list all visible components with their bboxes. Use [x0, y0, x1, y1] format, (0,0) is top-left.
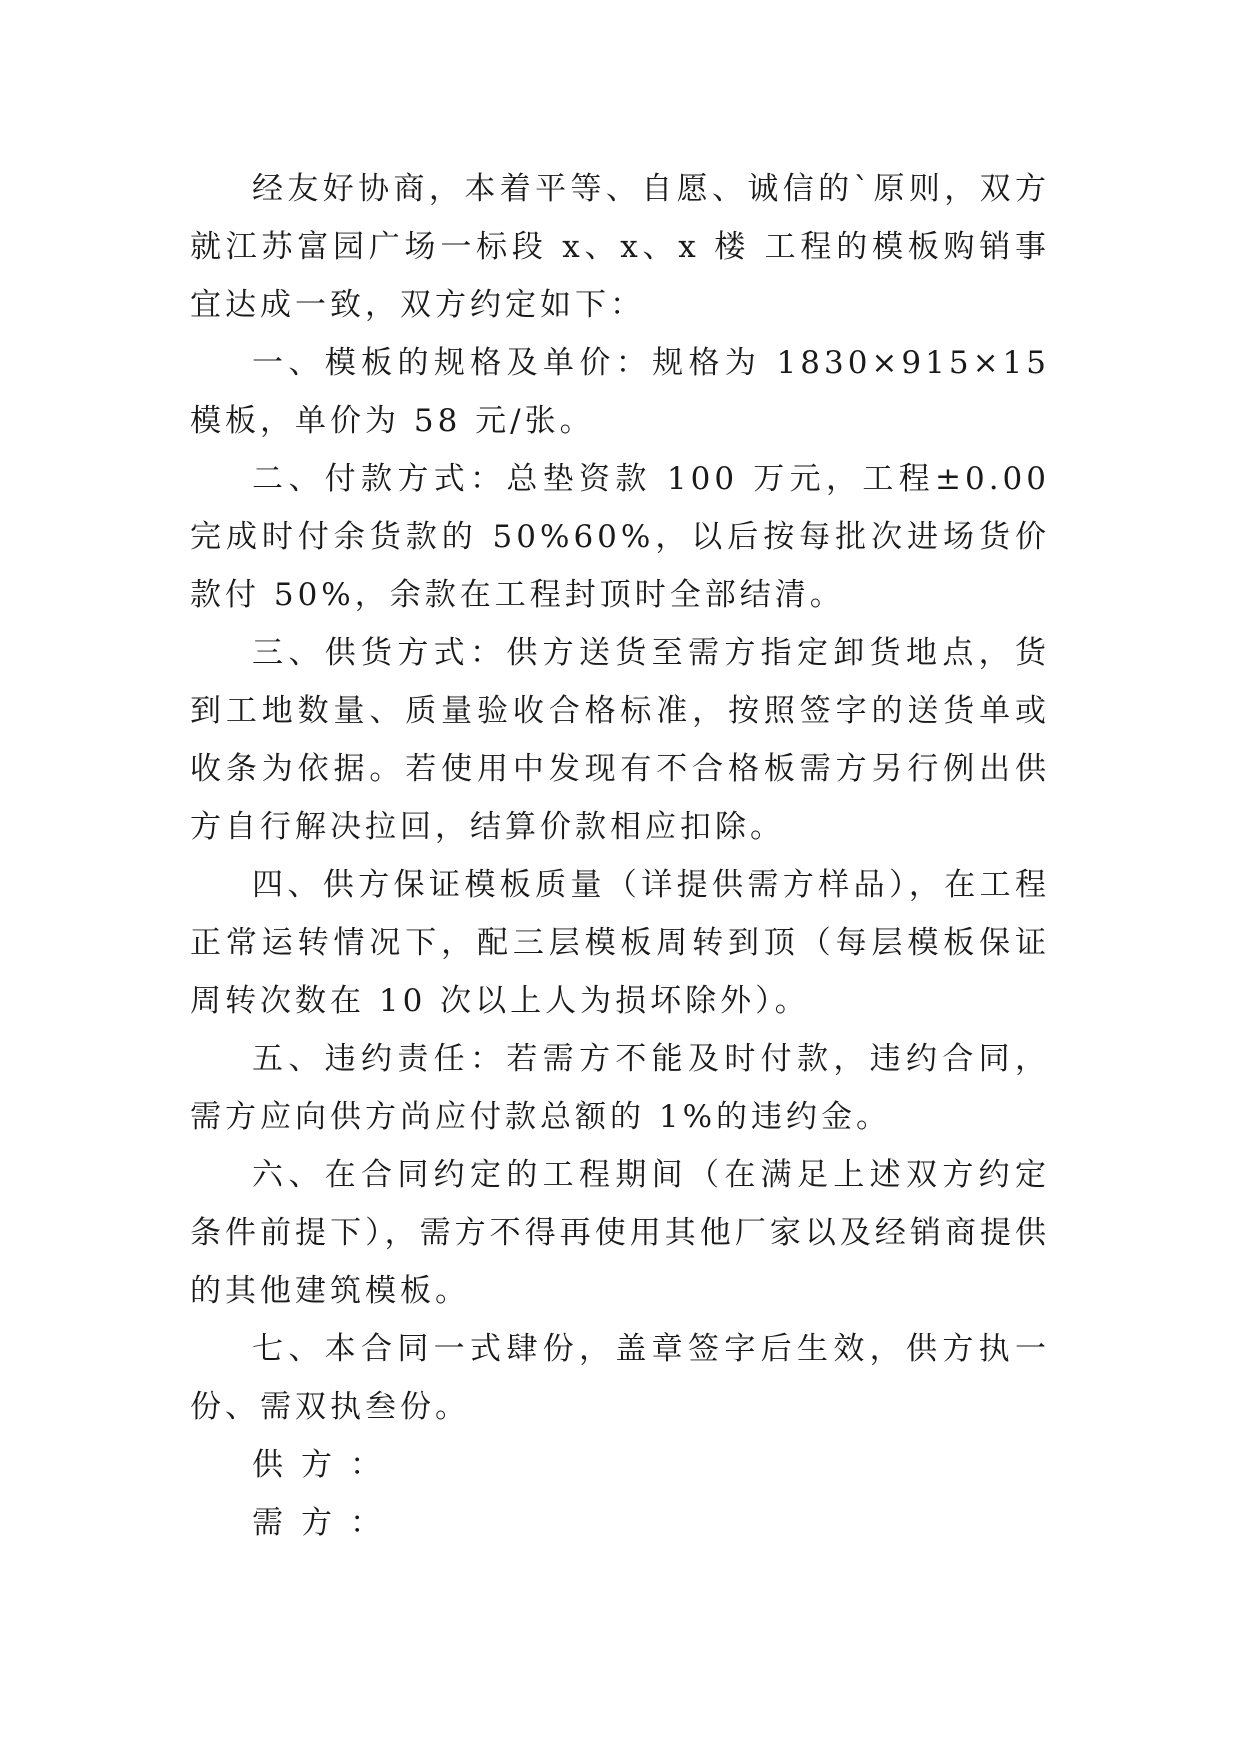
buyer-signature-line — [190, 1494, 1050, 1552]
contract-body — [190, 160, 1050, 1552]
intro-paragraph: 经友好协商，本着平等、自愿、诚信的`原则，双方就江苏富园广场一标段 x、x、x 楼 工程的模板购销事宜达成一致，双方约定如下： — [190, 171, 1050, 323]
clause-1-specification-price: 一、模板的规格及单价：规格为 1830×915×15 模板，单价为 58 元/张。 — [190, 345, 1050, 439]
clause-6-exclusivity: 六、在合同约定的工程期间（在满足上述双方约定条件前提下），需方不得再使用其他厂家以及经销商提供的其他建筑模板。 — [190, 1157, 1050, 1309]
supplier-signature-line — [190, 1436, 1050, 1494]
clause-7-copies-effectiveness: 七、本合同一式肆份，盖章签字后生效，供方执一份、需双执叁份。 — [190, 1331, 1050, 1425]
clause-5-breach-liability: 五、违约责任：若需方不能及时付款，违约合同，需方应向供方尚应付款总额的 1%的违约金。 — [190, 1041, 1050, 1135]
clause-4-quality-guarantee: 四、供方保证模板质量（详提供需方样品），在工程正常运转情况下，配三层模板周转到顶（每层模板保证周转次数在 10 次以上人为损坏除外）。 — [190, 867, 1050, 1019]
buyer-label: 需方： — [252, 1505, 399, 1541]
clause-2-payment-method: 二、付款方式：总垫资款 100 万元，工程±0.00 完成时付余货款的 50%60%，以后按每批次进场货价款付 50%，余款在工程封顶时全部结清。 — [190, 461, 1050, 613]
supplier-label: 供方： — [252, 1447, 399, 1483]
clause-3-delivery-method: 三、供货方式：供方送货至需方指定卸货地点，货到工地数量、质量验收合格标准，按照签字的送货单或收条为依据。若使用中发现有不合格板需方另行例出供方自行解决拉回，结算价款相应扣除。 — [190, 635, 1050, 845]
